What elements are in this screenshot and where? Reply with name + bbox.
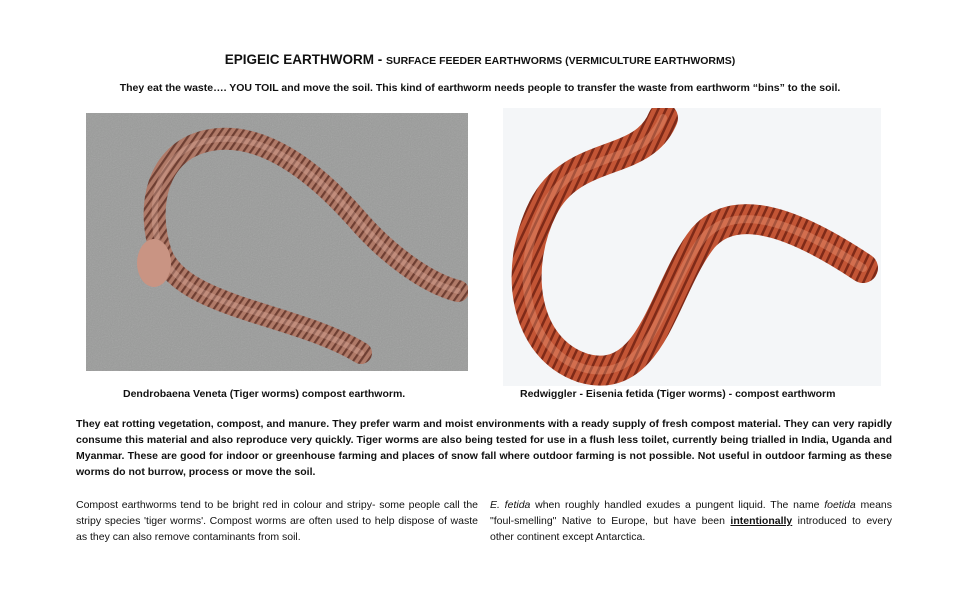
right-text-part3: introduced to every other continent except Antarctica. <box>490 515 892 543</box>
page-title <box>0 52 960 67</box>
redwiggler-worm-photo <box>503 108 881 386</box>
emphasis-word: intentionally <box>730 515 793 527</box>
right-column-text <box>490 497 892 545</box>
right-photo-caption: Redwiggler - Eisenia fetida (Tiger worms) - compost earthworm <box>520 388 836 400</box>
description-paragraph: They eat rotting vegetation, compost, and manure. They prefer warm and moist environments with a ready supply of fresh compost material. They can very rapidly consume this material and also reproduce very quickly. Tiger worms are also being tested for use in a flush less toilet, currently being trialled in India, Uganda and Myanmar. These are good for indoor or greenhouse farming and places of snow fall where outdoor farming is not possible. Not useful in outdoor farming as these worms do not burrow, process or move the soil. <box>76 418 892 478</box>
species-name: E. fetida <box>490 499 531 511</box>
dendrobaena-worm-photo <box>86 113 468 371</box>
right-text-part1: when roughly handled exudes a pungent liquid. The name <box>530 499 825 511</box>
title-main: EPIGEIC EARTHWORM - <box>224 52 383 67</box>
left-photo-caption: Dendrobaena Veneta (Tiger worms) compost earthworm. <box>123 388 406 400</box>
intro-text: They eat the waste…. YOU TOIL and move the soil. This kind of earthworm needs people to transfer the waste from earthworm “bins” to the soil. <box>119 82 841 94</box>
title-sub: SURFACE FEEDER EARTHWORMS (VERMICULTURE EARTHWORMS) <box>386 55 736 67</box>
latin-name: foetida <box>824 499 856 511</box>
left-column-text: Compost earthworms tend to be bright red in colour and stripy- some people call the stripy species 'tiger worms'. Compost worms are often used to help dispose of waste as they can also remove contaminants from soil. <box>76 499 478 543</box>
right-text-part2: means "foul-smelling" Native to Europe, but have been <box>490 499 892 527</box>
